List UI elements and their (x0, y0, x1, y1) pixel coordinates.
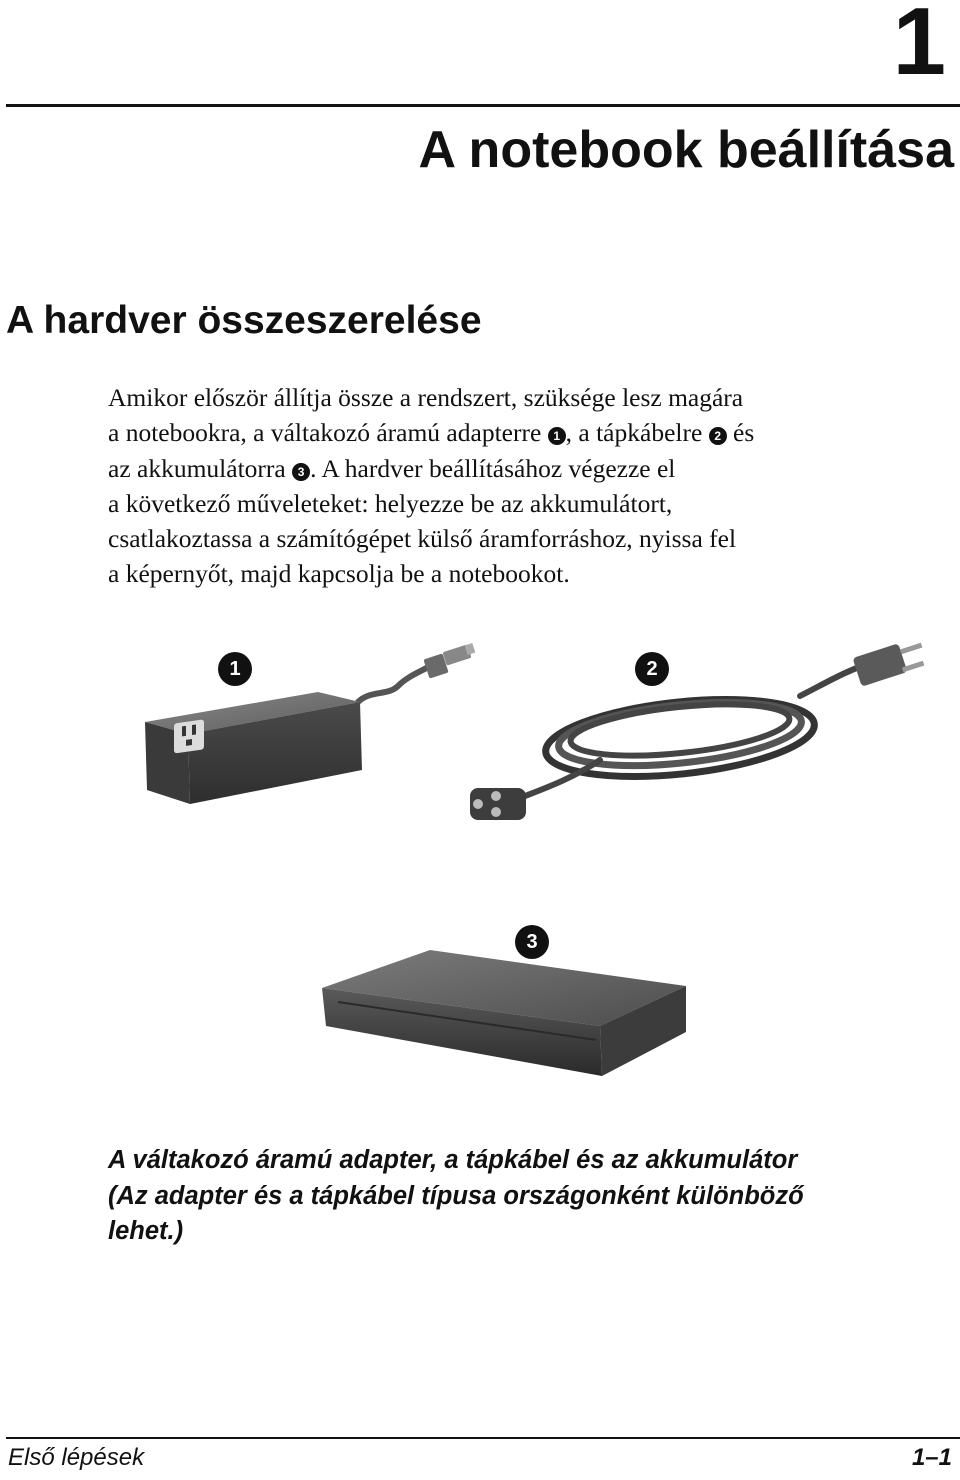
hardware-figure (0, 630, 960, 1090)
bottom-rule (6, 1437, 960, 1439)
section-heading: A hardver összeszerelése (6, 299, 482, 342)
body-line (108, 415, 948, 450)
body-text-fragment: és (726, 418, 755, 448)
callout-cable-inline: 2 (709, 427, 727, 445)
callout-adapter-inline: 1 (548, 427, 566, 445)
callout-badge-adapter: 1 (218, 652, 252, 686)
battery-illustration (322, 950, 686, 1076)
body-line: a következő műveleteket: helyezze be az akkumulátort, (108, 488, 673, 518)
body-paragraph (108, 380, 948, 592)
body-line: csatlakoztassa a számítógépet külső áramforráshoz, nyissa fel (108, 524, 737, 554)
power-cable-illustration (470, 643, 924, 820)
chapter-number: 1 (892, 0, 946, 95)
callout-battery-inline: 3 (292, 463, 310, 481)
body-line: Amikor először állítja össze a rendszert, szüksége lesz magára (108, 383, 744, 412)
body-text-fragment: a notebookra, a váltakozó áramú adapterre (108, 418, 548, 448)
figure-caption (108, 1143, 948, 1250)
footer-section-title: Első lépések (8, 1444, 145, 1471)
callout-badge-cable: 2 (635, 652, 669, 686)
caption-line: lehet.) (108, 1217, 184, 1245)
body-text-fragment: . A hardver beállításához végezze el (310, 453, 676, 483)
chapter-title: A notebook beállítása (418, 121, 954, 179)
caption-line: (Az adapter és a tápkábel típusa országonként különböző (108, 1181, 804, 1210)
top-rule (6, 104, 960, 107)
body-text-fragment: , a tápkábelre (565, 418, 709, 448)
body-line: a képernyőt, majd kapcsolja be a notebookot. (108, 559, 570, 589)
callout-badge-battery: 3 (515, 925, 549, 959)
caption-line: A váltakozó áramú adapter, a tápkábel és az akkumulátor (108, 1146, 798, 1174)
ac-adapter-illustration (145, 643, 475, 804)
body-text-fragment: az akkumulátorra (108, 453, 293, 483)
hardware-illustration (0, 630, 960, 1090)
footer-page-number: 1–1 (911, 1444, 952, 1471)
body-line (108, 451, 948, 486)
